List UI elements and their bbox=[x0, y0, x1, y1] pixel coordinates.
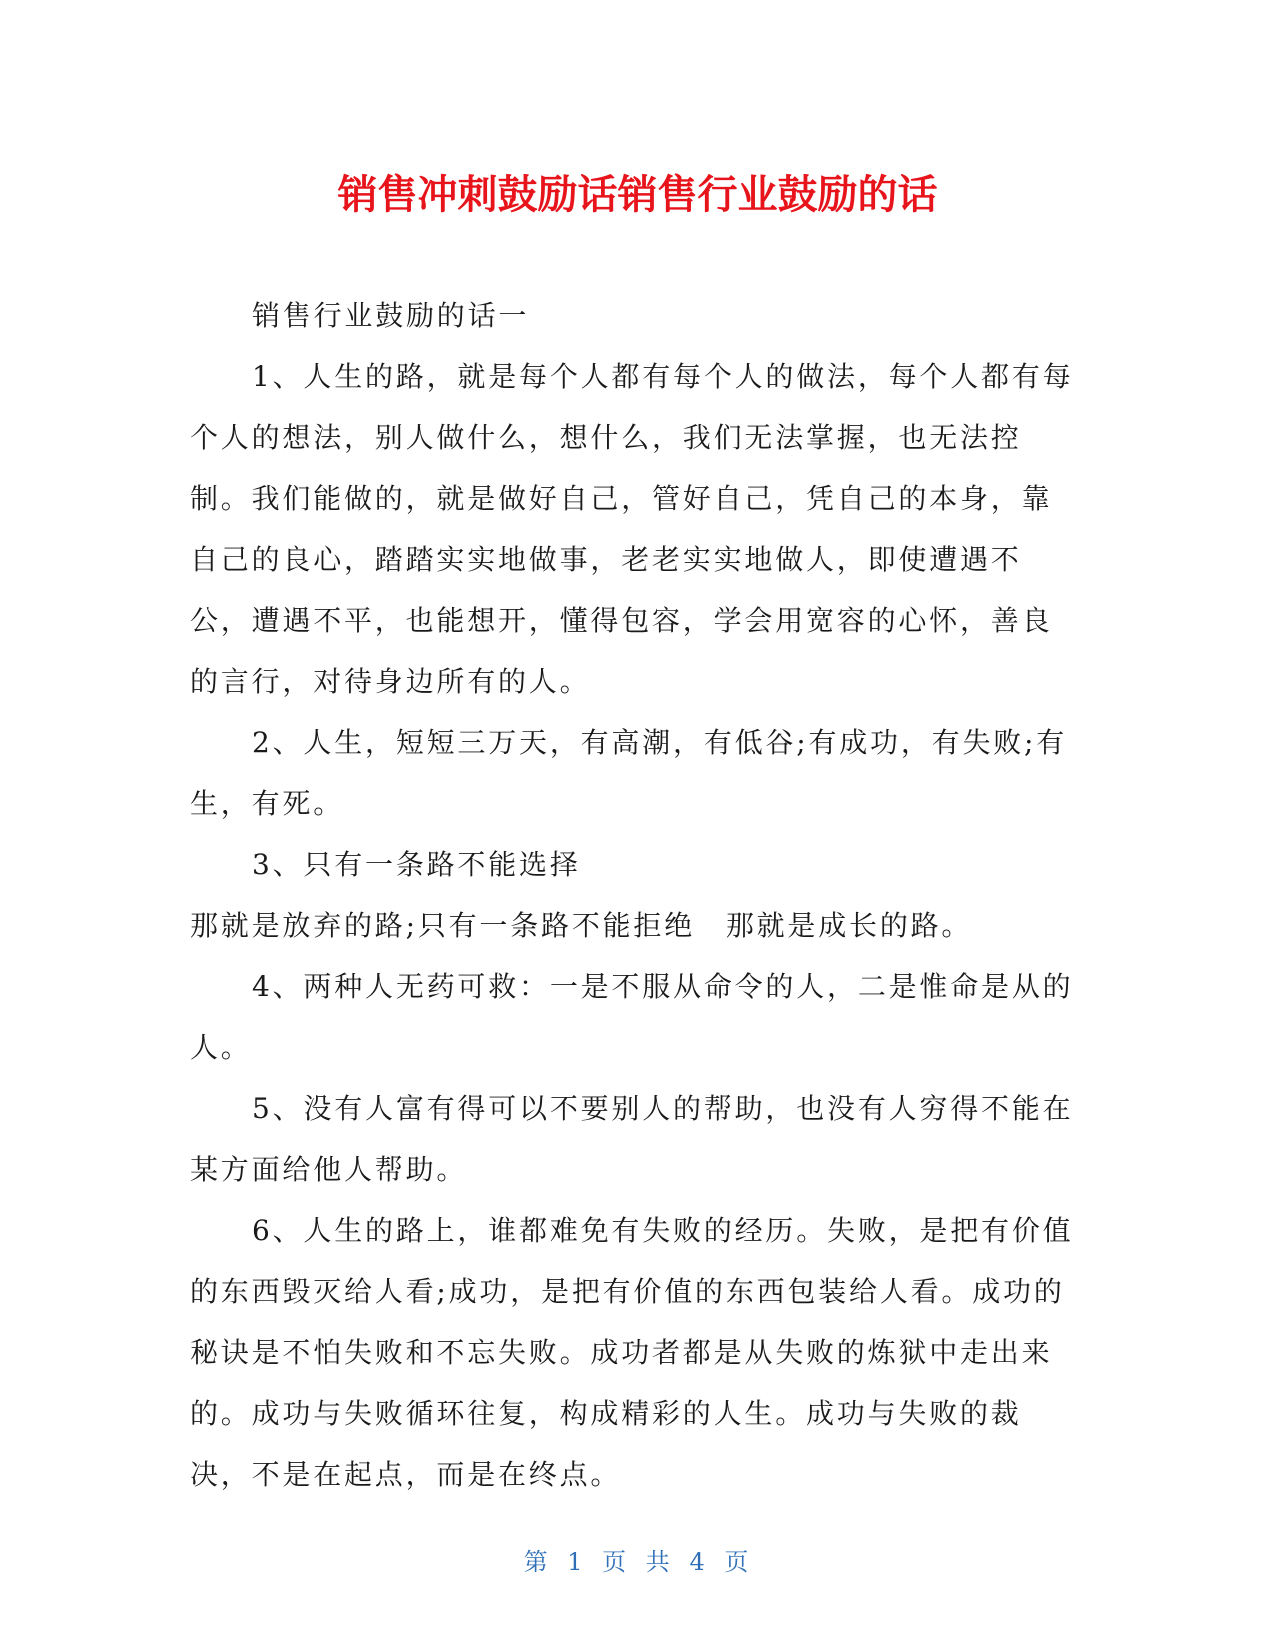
page-footer: 第 1 页 共 4 页 bbox=[523, 1548, 752, 1576]
paragraph-2: 2、人生，短短三万天，有高潮，有低谷;有成功，有失败;有生，有死。 bbox=[190, 726, 1068, 820]
document-title: 销售冲刺鼓励话销售行业鼓励的话 bbox=[337, 172, 938, 218]
paragraph-5: 5、没有人富有得可以不要别人的帮助，也没有人穷得不能在某方面给他人帮助。 bbox=[190, 1092, 1074, 1186]
paragraph-1: 1、人生的路，就是每个人都有每个人的做法，每个人都有每个人的想法，别人做什么，想什么，我们无法掌握，也无法控制。我们能做的，就是做好自己，管好自己，凭自己的本身，靠自己的良心，踏踏实实地做事，老老实实地做人，即使遭遇不公，遭遇不平，也能想开，懂得包容，学会用宽容的心怀，善良的言行，对待身边所有的人。 bbox=[190, 360, 1074, 698]
paragraph-3-continued: 那就是放弃的路;只有一条路不能拒绝 那就是成长的路。 bbox=[190, 909, 973, 942]
paragraph-6: 6、人生的路上，谁都难免有失败的经历。失败，是把有价值的东西毁灭给人看;成功，是把有价值的东西包装给人看。成功的秘诀是不怕失败和不忘失败。成功者都是从失败的炼狱中走出来的。成功与失败循环往复，构成精彩的人生。成功与失败的裁决，不是在起点，而是在终点。 bbox=[190, 1214, 1074, 1491]
document-body bbox=[190, 285, 1080, 1505]
section-heading: 销售行业鼓励的话一 bbox=[252, 299, 530, 332]
paragraph-4: 4、两种人无药可救：一是不服从命令的人，二是惟命是从的人。 bbox=[190, 970, 1074, 1064]
paragraph-3: 3、只有一条路不能选择 bbox=[252, 848, 581, 881]
